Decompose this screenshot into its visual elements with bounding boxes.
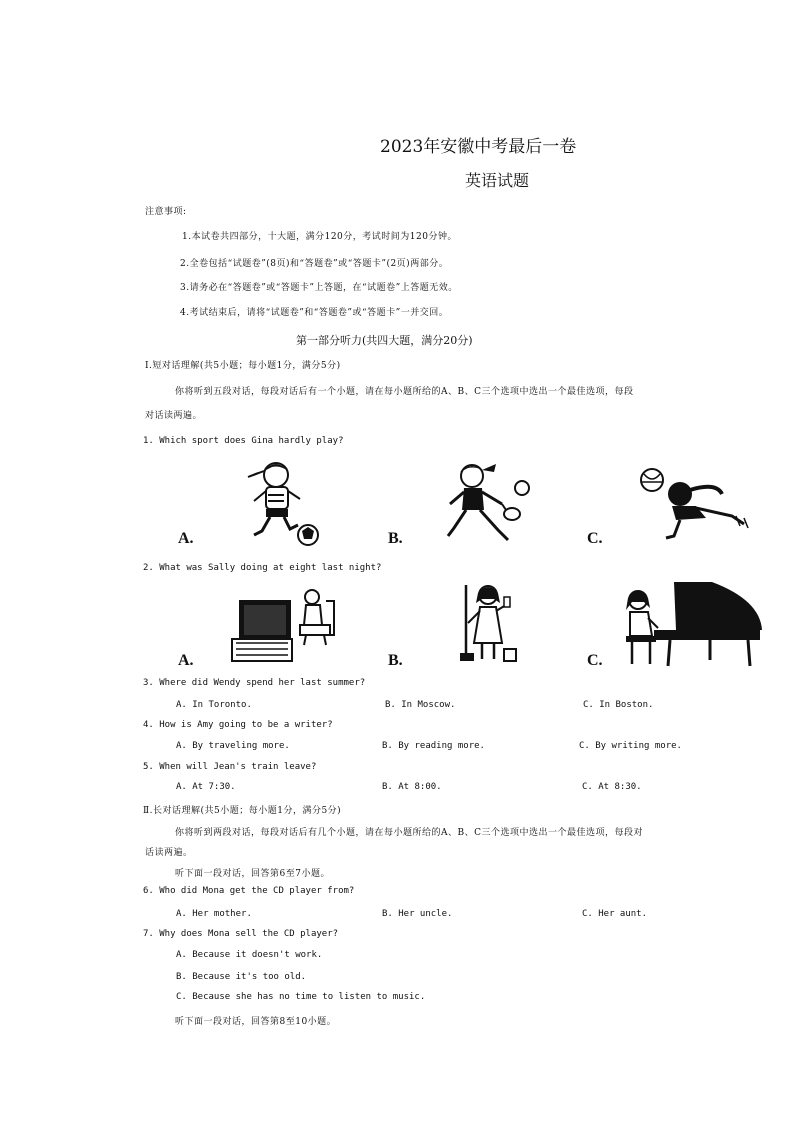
notice-item: 4.考试结束后，请将“试题卷”和“答题卷”或“答题卡”一并交回。 [180,308,449,318]
option-a: A. In Toronto. [176,700,252,710]
question-6: 6. Who did Mona get the CD player from? [143,886,355,896]
option-a: A. Her mother. [176,909,252,919]
question-3: 3. Where did Wendy spend her last summer? [143,678,366,688]
tennis-girl-icon [438,458,538,548]
mopping-girl-icon [458,583,522,667]
dialogue-lead: 听下面一段对话，回答第6至7小题。 [175,869,330,879]
question-5: 5. When will Jean's train leave? [143,762,317,772]
option-label: B. [388,530,403,547]
soccer-girl-icon [228,455,358,547]
option-label: A. [178,530,194,547]
option-a: A. Because it doesn't work. [176,950,323,960]
section2-instruction: 你将听到两段对话，每段对话后有几个小题，请在每小题所给的A、B、C三个选项中选出一个最佳选项，每段对 [175,828,644,838]
piano-girl-icon [624,580,766,670]
option-c: C. Her aunt. [582,909,648,919]
option-label: A. [178,652,194,669]
volleyball-girl-icon [636,464,752,544]
section2-title: Ⅱ.长对话理解(共5小题；每小题1分，满分5分) [143,806,342,816]
section1-title: Ⅰ.短对话理解(共5小题；每小题1分，满分5分) [145,361,341,371]
option-b: B. By reading more. [382,741,485,751]
exam-title: 2023年安徽中考最后一卷 [380,137,577,157]
notice-heading: 注意事项: [145,207,187,217]
option-c: C. Because she has no time to listen to music. [176,992,426,1002]
question-4: 4. How is Amy going to be a writer? [143,720,333,730]
tv-watching-icon [226,585,342,665]
section2-instruction-cont: 话读两遍。 [145,848,193,858]
option-b: B. In Moscow. [385,700,456,710]
question-7: 7. Why does Mona sell the CD player? [143,929,339,939]
exam-subtitle: 英语试题 [465,171,530,190]
option-b: B. Because it's too old. [176,972,307,982]
option-b: B. At 8:00. [382,782,442,792]
section1-instruction-cont: 对话读两遍。 [145,411,203,421]
notice-item: 1.本试卷共四部分，十大题，满分120分，考试时间为120分钟。 [182,232,457,242]
notice-item: 3.请务必在“答题卷”或“答题卡”上答题，在“试题卷”上答题无效。 [180,283,458,293]
notice-item: 2.全卷包括“试题卷”(8页)和“答题卷”或“答题卡”(2页)两部分。 [180,259,449,269]
option-label: C. [587,652,603,669]
section1-instruction: 你将听到五段对话，每段对话后有一个小题，请在每小题所给的A、B、C三个选项中选出一个最佳选项，每段 [175,387,634,397]
option-a: A. By traveling more. [176,741,290,751]
option-label: B. [388,652,403,669]
option-c: C. At 8:30. [582,782,642,792]
question-1: 1. Which sport does Gina hardly play? [143,436,344,446]
option-c: C. By writing more. [579,741,682,751]
option-b: B. Her uncle. [382,909,453,919]
question-2: 2. What was Sally doing at eight last night? [143,563,382,573]
option-label: C. [587,530,603,547]
dialogue-lead: 听下面一段对话，回答第8至10小题。 [175,1017,337,1027]
option-a: A. At 7:30. [176,782,236,792]
part1-heading: 第一部分听力(共四大题，满分20分) [296,334,473,347]
option-c: C. In Boston. [583,700,654,710]
